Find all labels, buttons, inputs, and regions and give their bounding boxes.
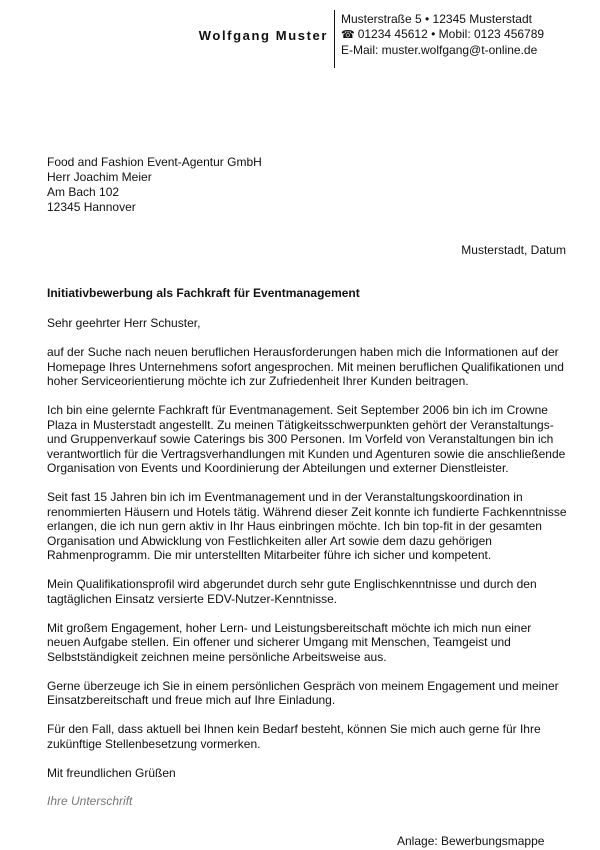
recipient-person: Herr Joachim Meier <box>47 170 152 184</box>
sender-contact-block <box>341 12 544 58</box>
sender-phone-line <box>341 27 544 43</box>
phone-icon: ☎ <box>341 29 355 41</box>
paragraph: Seit fast 15 Jahren bin ich im Eventmanagement und in der Veranstaltungskoordination in renommierten Häusern und Hotels tätig. Während dieser Zeit konnte ich fundierte Fachkenntnisse erlangen, die ich nun gern aktiv in Ihr Haus einbringen möchte. Ich bin top-fit in der gesamten Organisation und Abwicklung von Festlichkeiten aller Art sowie dem dazu gehörigen Rahmenprogramm. Die mir unterstellten Mitarbeiter führe ich sicher und kompetent. <box>47 490 567 562</box>
sender-phone: 01234 45612 • Mobil: 0123 456789 <box>357 27 545 41</box>
recipient-address <box>47 155 262 215</box>
paragraph: Gerne überzeuge ich Sie in einem persönlichen Gespräch von meinem Engagement und meiner Einsatzbereitschaft und freue mich auf Ihre Einladung. <box>47 678 559 707</box>
paragraph: Mit großem Engagement, hoher Lern- und Leistungsbereitschaft möchte ich mich nun einer neuen Aufgabe stellen. Ein offener und sicherer Umgang mit Menschen, Teamgeist und Selbstständigkeit zeichnen meine persönliche Arbeitsweise aus. <box>47 620 532 664</box>
sender-address: Musterstraße 5 • 12345 Musterstadt <box>341 12 532 26</box>
recipient-city: 12345 Hannover <box>47 200 136 214</box>
salutation: Sehr geehrter Herr Schuster, <box>47 315 201 330</box>
recipient-company: Food and Fashion Event-Agentur GmbH <box>47 155 262 169</box>
paragraph: Mein Qualifikationsprofil wird abgerundet durch sehr gute Englischkenntnisse und durch den tagtäglichen Einsatz versierte EDV-Nutzer-Kenntnisse. <box>47 577 537 606</box>
letter-body <box>47 286 567 809</box>
closing: Mit freundlichen Grüßen <box>47 765 176 780</box>
recipient-street: Am Bach 102 <box>47 185 120 199</box>
sender-email: E-Mail: muster.wolfgang@t-online.de <box>341 43 538 57</box>
enclosure: Anlage: Bewerbungsmappe <box>397 834 545 848</box>
paragraph: Ich bin eine gelernte Fachkraft für Eventmanagement. Seit September 2006 bin ich im Crowne Plaza in Musterstadt angestellt. Zu meinen Tätigkeitsschwerpunkten gehört der Veranstaltungs- und Gruppenverkauf sowie Caterings bis 300 Personen. Im Vorfeld von Veranstaltungen bin ich verantwortlich für die Vertragsverhandlungen mit Kunden und Agenturen sowie die anschließende Organisation von Events und Koordinierung der Abteilungen und externer Dienstleister. <box>47 403 566 475</box>
sender-name: Wolfgang Muster <box>198 28 328 43</box>
paragraph: Für den Fall, dass aktuell bei Ihnen kein Bedarf besteht, können Sie mich auch gerne für Ihre zukünftige Stellenbesetzung vormerken. <box>47 722 541 751</box>
header-divider <box>334 10 335 68</box>
paragraph: auf der Suche nach neuen beruflichen Herausforderungen haben mich die Informationen auf der Homepage Ihres Unternehmens sofort angesprochen. Mit meinen beruflichen Qualifikationen und hoher Serviceorientierung möchte ich zur Zufriedenheit Ihrer Kunden beitragen. <box>47 345 564 388</box>
place-date: Musterstadt, Datum <box>461 243 566 257</box>
signature: Ihre Unterschrift <box>47 794 133 808</box>
subject-line: Initiativbewerbung als Fachkraft für Eventmanagement <box>47 286 360 300</box>
